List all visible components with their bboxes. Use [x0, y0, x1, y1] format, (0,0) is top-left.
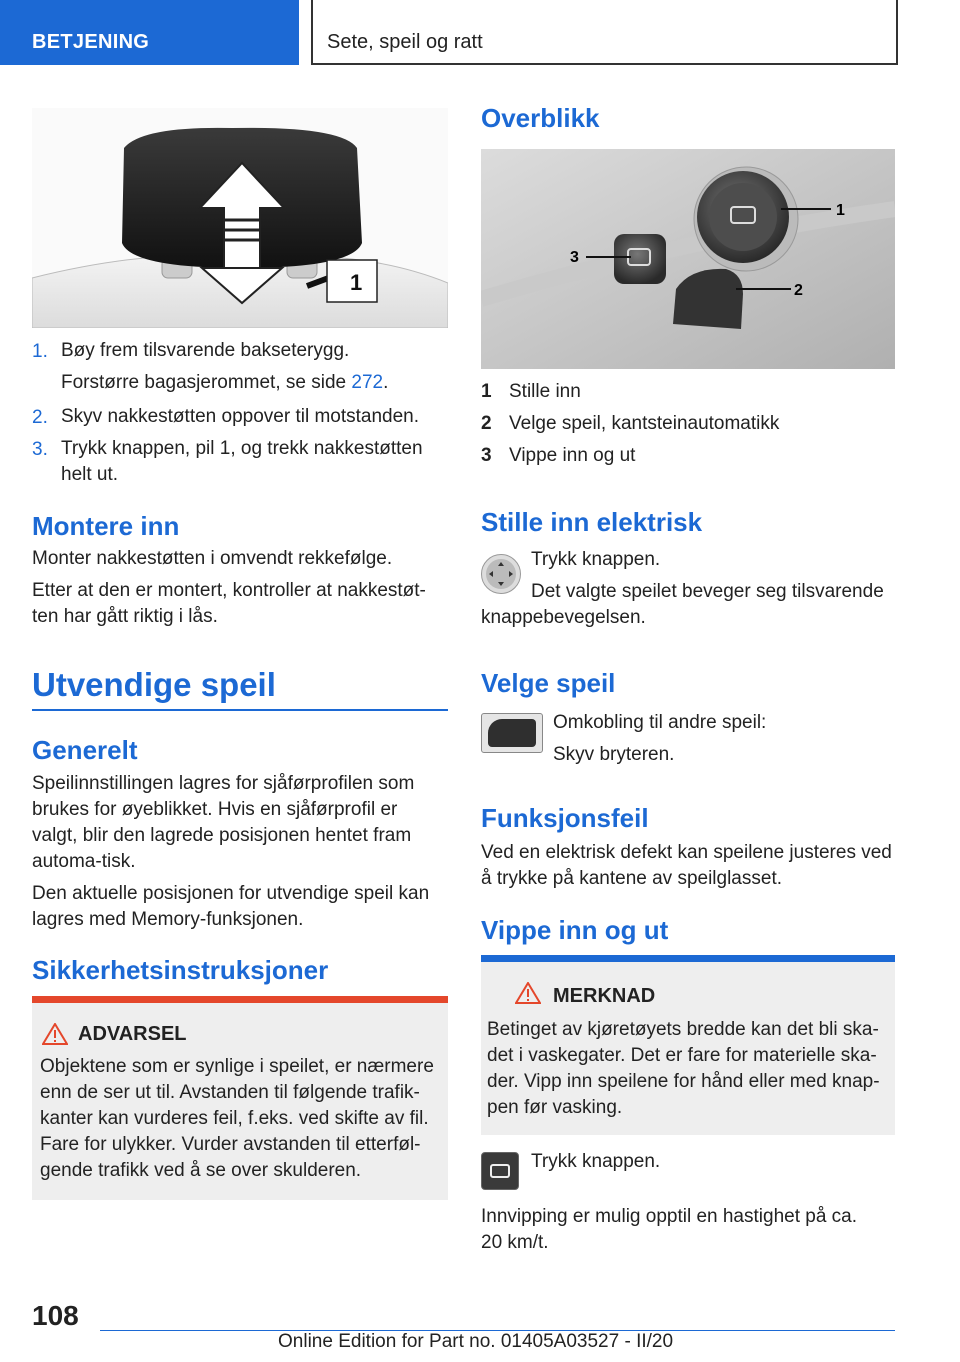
vippe-heading: Vippe inn og ut [481, 915, 669, 945]
step-number-2: 2. [32, 407, 48, 428]
note-box [481, 955, 895, 1135]
step-text-2: Skyv nakkestøtten oppover til motstanden. [61, 406, 420, 427]
step-text-3: Trykk knappen, pil 1, og trekk nakkestøtten helt ut. [61, 438, 423, 485]
step-number-1: 1. [32, 341, 48, 362]
legend-text-2: Velge speil, kantsteinautomatikk [509, 413, 780, 434]
legend-text-3: Vippe inn og ut [509, 445, 636, 466]
section-title: BETJENING [32, 31, 150, 53]
mirror-switch-illustration [481, 149, 895, 369]
legend-number-3: 3 [481, 445, 492, 466]
stille-heading: Stille inn elektrisk [481, 507, 703, 537]
chapter-title: Sete, speil og ratt [327, 31, 483, 53]
generelt-text-2: Den aktuelle posisjonen for utvendige speil kan lagres med Memory-funksjonen. [32, 883, 430, 930]
headrest-illustration [32, 108, 448, 328]
edition-text: Online Edition for Part no. 01405A03527 - II/20 [278, 1331, 674, 1352]
step-text-1: Bøy frem tilsvarende bakseterygg. [61, 340, 350, 361]
callout-3: 3 [570, 249, 579, 266]
fold-mirror-button-icon [481, 1152, 519, 1190]
vippe-text-2: Innvipping er mulig opptil en hastighet på ca. 20 km/t. [481, 1206, 858, 1253]
warning-text: Objektene som er synlige i speilet, er nærmere enn de ser ut til. Avstanden til følgende trafik-kanter kan vurderes feil, f.eks. ved skifte av fil. Fare for ulykker. Vurder avstanden til etterføl-gende trafikk ved å se over skulderen. [40, 1056, 434, 1181]
main-heading: Utvendige speil [32, 666, 276, 703]
funksjon-text: Ved en elektrisk defekt kan speilene justeres ved å trykke på kantene av speilglasset. [481, 842, 892, 889]
montere-text-1: Monter nakkestøtten i omvendt rekkefølge. [32, 548, 393, 569]
stille-text-1: Trykk knappen. [531, 549, 661, 570]
legend-list [481, 381, 895, 471]
generelt-text-1: Speilinnstillingen lagres for sjåførprofilen som brukes for øyeblikket. Hvis en sjåførprofil er valgt, blir den lagrede posisjonen hentet fram automa-tisk. [32, 773, 415, 872]
legend-number-1: 1 [481, 381, 492, 402]
heading-rule [32, 709, 448, 711]
mirror-switch-figure [481, 149, 895, 369]
note-text: Betinget av kjøretøyets bredde kan det bli ska-det i vaskegater. Det er fare for materielle ska-der. Vipp inn speilene for hånd eller med knap-pen før vasking. [487, 1019, 880, 1118]
select-mirror-switch-icon [481, 713, 543, 753]
overblikk-heading: Overblikk [481, 103, 600, 133]
note-triangle-icon [515, 982, 541, 1004]
callout-1: 1 [836, 202, 845, 219]
step-sub-1: Forstørre bagasjerommet, se side 272. [61, 372, 389, 393]
legend-text-1: Stille inn [509, 381, 581, 402]
step-list [32, 338, 452, 488]
warning-triangle-icon [42, 1023, 68, 1045]
warning-title: ADVARSEL [78, 1023, 187, 1045]
warning-box [32, 996, 448, 1200]
velge-heading: Velge speil [481, 668, 616, 698]
legend-number-2: 2 [481, 413, 492, 434]
vippe-text-1: Trykk knappen. [531, 1151, 661, 1172]
page-link[interactable]: 272 [351, 372, 384, 393]
section-tab [0, 0, 299, 65]
montere-text-2: Etter at den er montert, kontroller at nakkestøt-ten har gått riktig i lås. [32, 580, 426, 627]
note-title: MERKNAD [553, 985, 656, 1007]
velge-text-2: Skyv bryteren. [553, 744, 675, 765]
headrest-figure [32, 108, 448, 328]
chapter-tab [311, 0, 898, 65]
sikkerhet-heading: Sikkerhetsinstruksjoner [32, 955, 329, 985]
velge-text-1: Omkobling til andre speil: [553, 712, 767, 733]
figure-callout-1: 1 [350, 270, 363, 295]
funksjon-heading: Funksjonsfeil [481, 803, 649, 833]
callout-2: 2 [794, 282, 803, 299]
step-number-3: 3. [32, 439, 48, 460]
generelt-heading: Generelt [32, 735, 138, 765]
montere-heading: Montere inn [32, 511, 180, 541]
stille-text-2: Det valgte speilet beveger seg tilsvarende knappebevegelsen. [481, 581, 884, 628]
page-number: 108 [32, 1300, 79, 1331]
